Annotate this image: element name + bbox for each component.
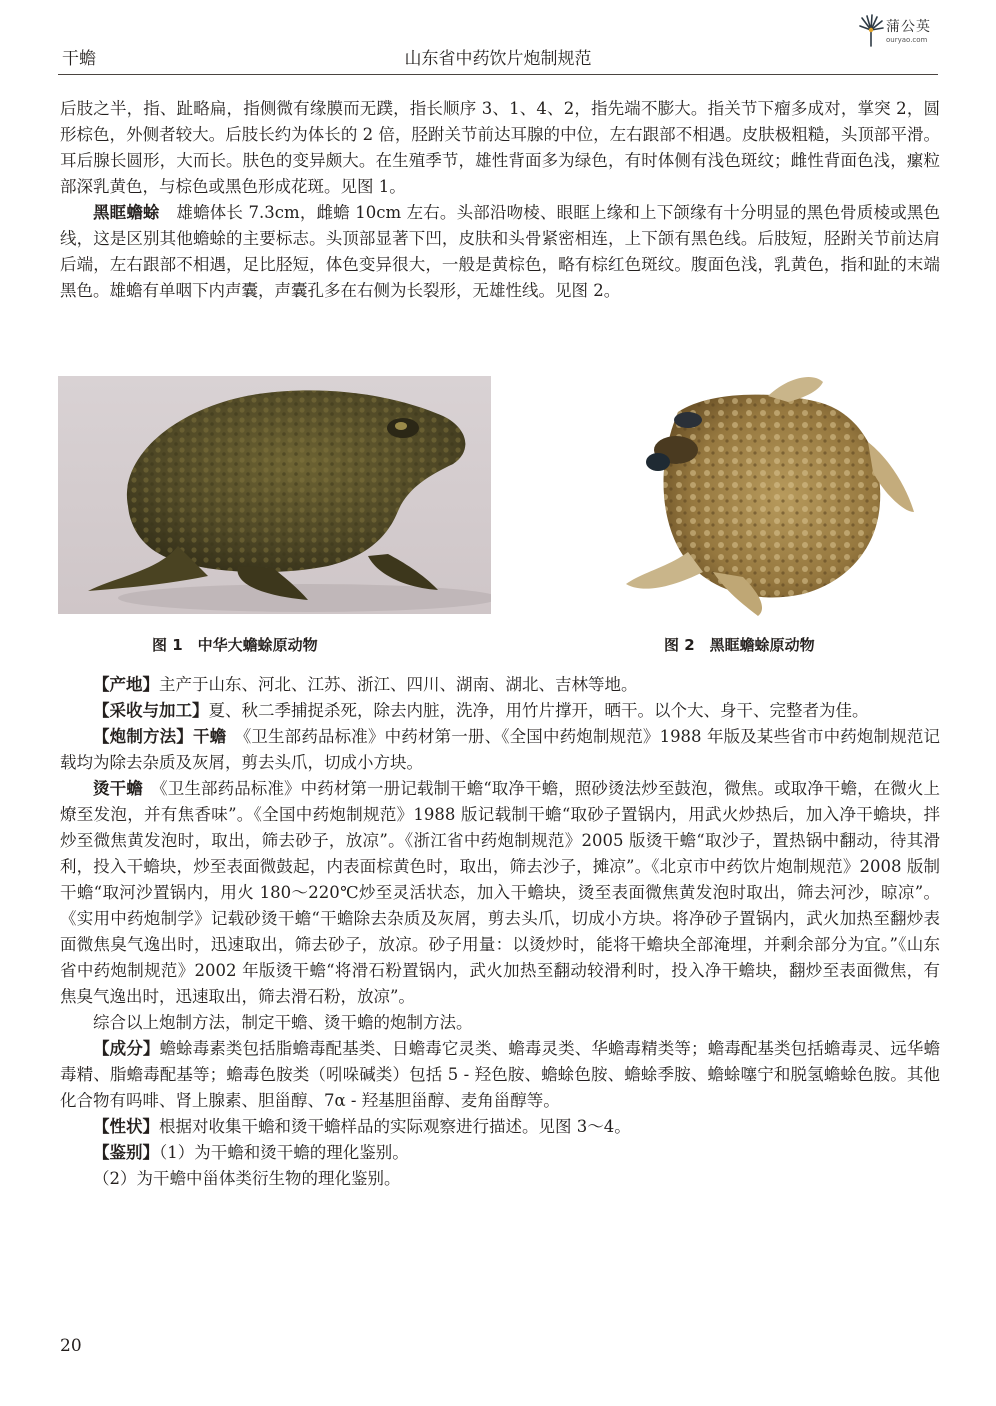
tang-gan-chan-text: 《卫生部药品标准》中药材第一册记载制干蟾“取净干蟾，照砂烫法炒至鼓泡，微焦。或取净干蟾，在微火上燎至发泡，并有焦香味”。《全国中药炮制规范》1988 版记载制干蟾“取砂子置锅内，用武火炒热后，加入净干蟾块，拌炒至微焦黄发泡时，取出，筛去砂子，放凉”。《浙江省中药炮制规范》2005 版烫干蟾“取沙子，置热锅中翻动，待其滑利，投入干蟾块，炒至表面微鼓起，内表面棕黄色时，取出，筛去沙子，摊凉”。《北京市中药饮片炮制规范》2008 版制干蟾“取河沙置锅内，用火 180～220℃炒至灵活状态，加入干蟾块，烫至表面微焦黄发泡时取出，筛去河沙，晾凉”。《实用中药炮制学》记载砂烫干蟾“干蟾除去杂质及灰屑，剪去头爪，切成小方块。将净砂子置锅内，武火加热至翻炒表面微焦臭气逸出时，迅速取出，筛去砂子，放凉。砂子用量：以烫炒时，能将干蟾块全部淹埋，并剩余部分为宜。”《山东省中药炮制规范》2002 年版烫干蟾“将滑石粉置锅内，武火加热至翻动较滑利时，投入净干蟾块，翻炒至表面微焦，有焦臭气逸出时，迅速取出，筛去滑石粉，放凉”。	[60, 779, 941, 1006]
label-harvest: 【采收与加工】	[93, 701, 209, 720]
origin-text: 主产于山东、河北、江苏、浙江、四川、湖南、湖北、吉林等地。	[159, 675, 638, 694]
paragraph-heiquan	[60, 200, 940, 304]
running-head-left: 干蟾	[62, 49, 96, 69]
page-number: 20	[60, 1336, 82, 1356]
body-text-top	[60, 96, 940, 304]
heiquan-text: 雄蟾体长 7.3cm，雌蟾 10cm 左右。头部沿吻棱、眼眶上缘和上下颌缘有十分明显的黑色骨质棱或黑色线，这是区别其他蟾蜍的主要标志。头顶部显著下凹，皮肤和头骨紧密相连，上下颌有黑色线。后肢短，胫跗关节前达肩后端，左右跟部不相遇，足比胫短，体色变异很大，一般是黄棕色，略有棕红色斑纹。腹面色浅，乳黄色，指和趾的末端黑色。雄蟾有单咽下内声囊，声囊孔多在右侧为长裂形，无雄性线。见图 2。	[60, 203, 941, 300]
section-characters	[60, 1114, 940, 1140]
label-processing: 【炮制方法】	[93, 727, 193, 746]
logo-url: ouryao.com	[886, 36, 928, 44]
section-tang-gan-chan	[60, 776, 940, 1010]
paragraph-continued: 后肢之半，指、趾略扁，指侧微有缘膜而无蹼，指长顺序 3、1、4、2，指先端不膨大。指关节下瘤多成对，掌突 2，圆形棕色，外侧者较大。后肢长约为体长的 2 倍，胫跗关节前达耳腺的中位，左右跟部不相遇。皮肤极粗糙，头顶部平滑。耳后腺长圆形，大而长。肤色的变异颇大。在生殖季节，雄性背面多为绿色，有时体侧有浅色斑纹；雌性背面色浅，瘰粒部深乳黄色，与棕色或黑色形成花斑。见图 1。	[60, 99, 940, 196]
header-divider	[58, 74, 938, 75]
toad-illustration-2	[618, 372, 918, 618]
label-identification: 【鉴别】	[93, 1143, 159, 1162]
section-processing	[60, 724, 940, 776]
logo-wordmark: 蒲公英	[886, 19, 931, 35]
label-characters: 【性状】	[93, 1117, 159, 1136]
characters-text: 根据对收集干蟾和烫干蟾样品的实际观察进行描述。见图 3～4。	[159, 1117, 631, 1136]
processing-text: 《卫生部药品标准》中药材第一册、《全国中药炮制规范》1988 年版及某些省市中药炮制规范记载均为除去杂质及灰屑，剪去头爪，切成小方块。	[60, 727, 941, 772]
summary-paragraph: 综合以上炮制方法，制定干蟾、烫干蟾的炮制方法。	[93, 1013, 473, 1032]
section-identification	[60, 1140, 940, 1166]
running-head-title: 山东省中药饮片炮制规范	[404, 49, 592, 69]
body-text-bottom	[60, 672, 940, 1192]
term-tang-gan-chan: 烫干蟾	[93, 779, 143, 798]
figure-2-caption: 图 2 黑眶蟾蜍原动物	[664, 636, 815, 654]
dandelion-icon	[858, 14, 884, 48]
term-gan-chan: 干蟾	[192, 727, 227, 746]
figure-2-toad-photo	[618, 372, 918, 618]
components-text: 蟾蜍毒素类包括脂蟾毒配基类、日蟾毒它灵类、蟾毒灵类、华蟾毒精类等；蟾毒配基类包括蟾毒灵、远华蟾毒精、脂蟾毒配基等；蟾毒色胺类（吲哚碱类）包括 5 - 羟色胺、蟾蜍色胺、蟾蜍季胺、蟾蜍噻宁和脱氢蟾蜍色胺。其他化合物有吗啡、肾上腺素、胆甾醇、7α - 羟基胆甾醇、麦角甾醇等。	[60, 1039, 941, 1110]
term-heiquan: 黑眶蟾蜍	[93, 203, 160, 222]
figure-1-toad-photo	[58, 376, 491, 614]
label-components: 【成分】	[93, 1039, 160, 1058]
toad-illustration-1	[58, 376, 491, 614]
harvest-text: 夏、秋二季捕捉杀死，除去内脏，洗净，用竹片撑开，晒干。以个大、身干、完整者为佳。	[208, 701, 869, 720]
figure-1-caption: 图 1 中华大蟾蜍原动物	[152, 636, 318, 654]
label-origin: 【产地】	[93, 675, 159, 694]
identification-text-1: （1）为干蟾和烫干蟾的理化鉴别。	[159, 1143, 409, 1162]
identification-text-2: （2）为干蟾中甾体类衍生物的理化鉴别。	[93, 1169, 401, 1188]
section-origin	[60, 672, 940, 698]
section-harvest	[60, 698, 940, 724]
section-components	[60, 1036, 940, 1114]
